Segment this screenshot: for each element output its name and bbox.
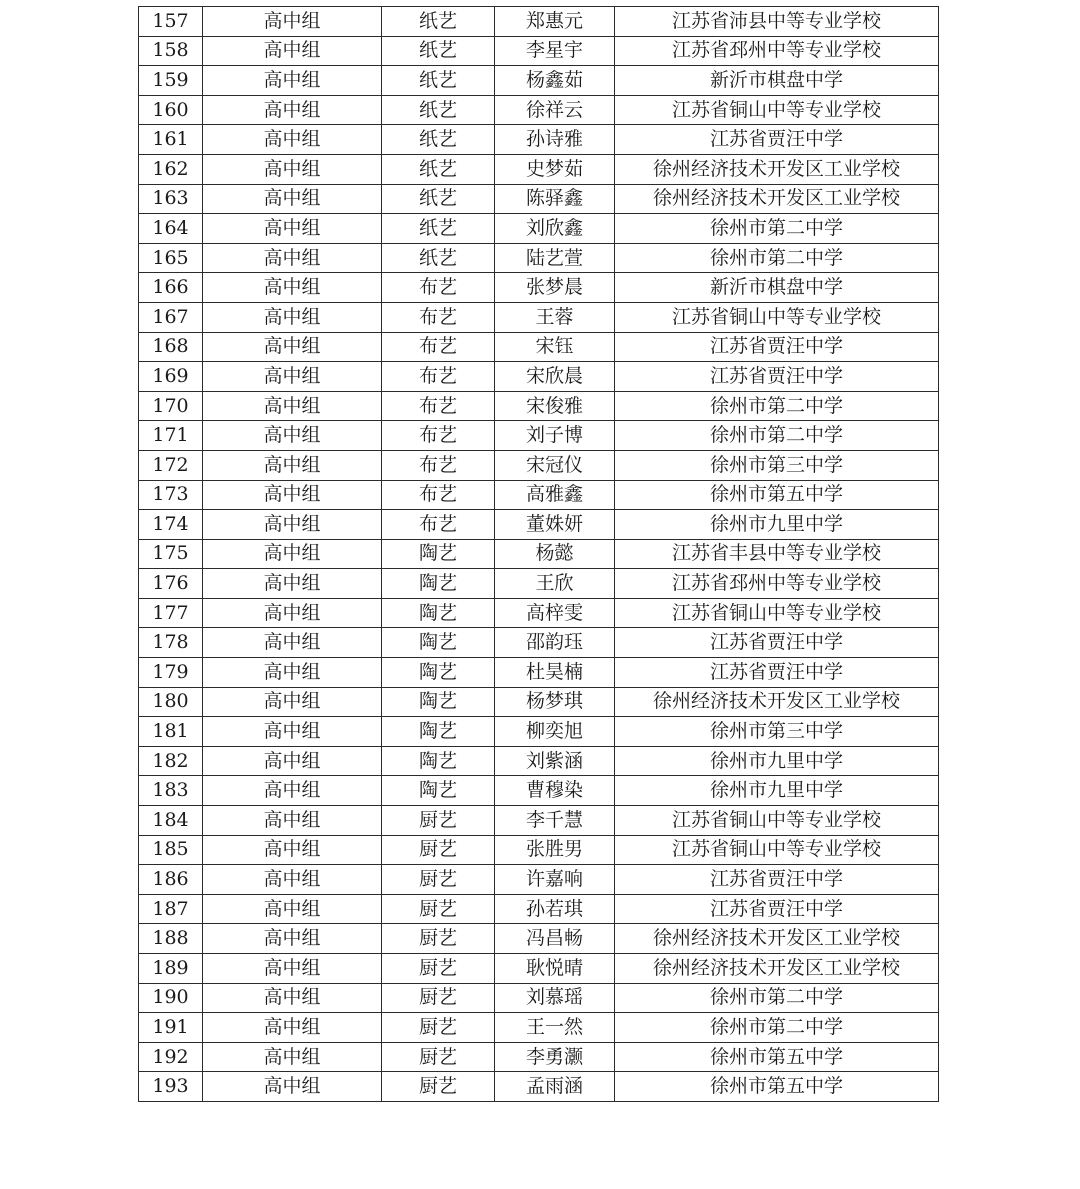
student-name-cell: 刘紫涵 <box>495 746 615 776</box>
table-row <box>139 1072 939 1102</box>
school-cell: 徐州市第三中学 <box>615 717 939 747</box>
group-cell: 高中组 <box>203 1013 382 1043</box>
table-row <box>139 598 939 628</box>
table-row <box>139 362 939 392</box>
school-cell: 江苏省贾汪中学 <box>615 894 939 924</box>
group-cell: 高中组 <box>203 7 382 37</box>
row-number-cell: 193 <box>139 1072 203 1102</box>
category-cell: 布艺 <box>382 391 495 421</box>
row-number-cell: 192 <box>139 1042 203 1072</box>
category-cell: 纸艺 <box>382 66 495 96</box>
row-number-cell: 166 <box>139 273 203 303</box>
student-name-cell: 徐祥云 <box>495 95 615 125</box>
row-number-cell: 163 <box>139 184 203 214</box>
row-number-cell: 183 <box>139 776 203 806</box>
group-cell: 高中组 <box>203 332 382 362</box>
school-cell: 徐州经济技术开发区工业学校 <box>615 184 939 214</box>
table-row <box>139 806 939 836</box>
category-cell: 纸艺 <box>382 154 495 184</box>
group-cell: 高中组 <box>203 717 382 747</box>
category-cell: 陶艺 <box>382 628 495 658</box>
category-cell: 纸艺 <box>382 243 495 273</box>
group-cell: 高中组 <box>203 36 382 66</box>
school-cell: 徐州经济技术开发区工业学校 <box>615 954 939 984</box>
table-row <box>139 273 939 303</box>
student-name-cell: 刘慕瑶 <box>495 983 615 1013</box>
row-number-cell: 170 <box>139 391 203 421</box>
school-cell: 江苏省贾汪中学 <box>615 865 939 895</box>
category-cell: 纸艺 <box>382 7 495 37</box>
student-name-cell: 宋俊雅 <box>495 391 615 421</box>
row-number-cell: 179 <box>139 658 203 688</box>
row-number-cell: 165 <box>139 243 203 273</box>
row-number-cell: 178 <box>139 628 203 658</box>
category-cell: 布艺 <box>382 302 495 332</box>
category-cell: 纸艺 <box>382 95 495 125</box>
table-row <box>139 1042 939 1072</box>
category-cell: 厨艺 <box>382 954 495 984</box>
row-number-cell: 171 <box>139 421 203 451</box>
category-cell: 厨艺 <box>382 835 495 865</box>
row-number-cell: 177 <box>139 598 203 628</box>
table-row <box>139 539 939 569</box>
group-cell: 高中组 <box>203 598 382 628</box>
group-cell: 高中组 <box>203 214 382 244</box>
student-name-cell: 杨梦琪 <box>495 687 615 717</box>
category-cell: 陶艺 <box>382 658 495 688</box>
school-cell: 江苏省铜山中等专业学校 <box>615 598 939 628</box>
student-name-cell: 冯昌畅 <box>495 924 615 954</box>
school-cell: 江苏省丰县中等专业学校 <box>615 539 939 569</box>
student-name-cell: 孙若琪 <box>495 894 615 924</box>
student-name-cell: 王欣 <box>495 569 615 599</box>
student-name-cell: 杨懿 <box>495 539 615 569</box>
group-cell: 高中组 <box>203 95 382 125</box>
student-name-cell: 耿悦晴 <box>495 954 615 984</box>
category-cell: 厨艺 <box>382 894 495 924</box>
table-row <box>139 983 939 1013</box>
table-row <box>139 835 939 865</box>
category-cell: 纸艺 <box>382 36 495 66</box>
group-cell: 高中组 <box>203 362 382 392</box>
category-cell: 陶艺 <box>382 539 495 569</box>
row-number-cell: 180 <box>139 687 203 717</box>
category-cell: 陶艺 <box>382 717 495 747</box>
row-number-cell: 188 <box>139 924 203 954</box>
student-name-cell: 宋冠仪 <box>495 450 615 480</box>
school-cell: 江苏省铜山中等专业学校 <box>615 835 939 865</box>
category-cell: 厨艺 <box>382 1072 495 1102</box>
table-row <box>139 36 939 66</box>
student-name-cell: 宋欣晨 <box>495 362 615 392</box>
group-cell: 高中组 <box>203 569 382 599</box>
school-cell: 新沂市棋盘中学 <box>615 273 939 303</box>
student-name-cell: 杜昊楠 <box>495 658 615 688</box>
school-cell: 徐州市九里中学 <box>615 510 939 540</box>
category-cell: 纸艺 <box>382 214 495 244</box>
row-number-cell: 191 <box>139 1013 203 1043</box>
student-name-cell: 孟雨涵 <box>495 1072 615 1102</box>
table-row <box>139 510 939 540</box>
group-cell: 高中组 <box>203 894 382 924</box>
category-cell: 布艺 <box>382 362 495 392</box>
school-cell: 徐州市九里中学 <box>615 746 939 776</box>
school-cell: 徐州市第五中学 <box>615 1072 939 1102</box>
student-name-cell: 邵韵珏 <box>495 628 615 658</box>
category-cell: 纸艺 <box>382 125 495 155</box>
row-number-cell: 190 <box>139 983 203 1013</box>
group-cell: 高中组 <box>203 273 382 303</box>
group-cell: 高中组 <box>203 450 382 480</box>
school-cell: 新沂市棋盘中学 <box>615 66 939 96</box>
group-cell: 高中组 <box>203 391 382 421</box>
school-cell: 江苏省贾汪中学 <box>615 332 939 362</box>
school-cell: 江苏省贾汪中学 <box>615 658 939 688</box>
group-cell: 高中组 <box>203 125 382 155</box>
group-cell: 高中组 <box>203 539 382 569</box>
student-name-cell: 孙诗雅 <box>495 125 615 155</box>
table-row <box>139 7 939 37</box>
group-cell: 高中组 <box>203 66 382 96</box>
school-cell: 江苏省邳州中等专业学校 <box>615 36 939 66</box>
school-cell: 江苏省贾汪中学 <box>615 125 939 155</box>
group-cell: 高中组 <box>203 480 382 510</box>
table-row <box>139 391 939 421</box>
student-name-cell: 李星宇 <box>495 36 615 66</box>
row-number-cell: 161 <box>139 125 203 155</box>
group-cell: 高中组 <box>203 983 382 1013</box>
row-number-cell: 169 <box>139 362 203 392</box>
school-cell: 徐州市第二中学 <box>615 214 939 244</box>
school-cell: 江苏省贾汪中学 <box>615 628 939 658</box>
category-cell: 陶艺 <box>382 569 495 599</box>
category-cell: 厨艺 <box>382 865 495 895</box>
table-row <box>139 125 939 155</box>
award-roster-table <box>138 6 939 1102</box>
school-cell: 徐州市第二中学 <box>615 391 939 421</box>
table-row <box>139 746 939 776</box>
document-page <box>138 6 938 1102</box>
row-number-cell: 184 <box>139 806 203 836</box>
table-row <box>139 894 939 924</box>
row-number-cell: 168 <box>139 332 203 362</box>
table-row <box>139 628 939 658</box>
row-number-cell: 158 <box>139 36 203 66</box>
school-cell: 江苏省铜山中等专业学校 <box>615 302 939 332</box>
table-row <box>139 569 939 599</box>
row-number-cell: 160 <box>139 95 203 125</box>
row-number-cell: 187 <box>139 894 203 924</box>
category-cell: 布艺 <box>382 510 495 540</box>
group-cell: 高中组 <box>203 628 382 658</box>
table-row <box>139 66 939 96</box>
school-cell: 徐州市第二中学 <box>615 421 939 451</box>
category-cell: 布艺 <box>382 450 495 480</box>
table-row <box>139 421 939 451</box>
group-cell: 高中组 <box>203 510 382 540</box>
row-number-cell: 174 <box>139 510 203 540</box>
school-cell: 江苏省贾汪中学 <box>615 362 939 392</box>
table-row <box>139 332 939 362</box>
student-name-cell: 李千慧 <box>495 806 615 836</box>
table-row <box>139 243 939 273</box>
student-name-cell: 王蓉 <box>495 302 615 332</box>
school-cell: 徐州市第三中学 <box>615 450 939 480</box>
school-cell: 江苏省铜山中等专业学校 <box>615 806 939 836</box>
category-cell: 布艺 <box>382 480 495 510</box>
student-name-cell: 董姝妍 <box>495 510 615 540</box>
category-cell: 厨艺 <box>382 1013 495 1043</box>
school-cell: 徐州市九里中学 <box>615 776 939 806</box>
student-name-cell: 郑惠元 <box>495 7 615 37</box>
student-name-cell: 高雅鑫 <box>495 480 615 510</box>
category-cell: 厨艺 <box>382 924 495 954</box>
group-cell: 高中组 <box>203 746 382 776</box>
school-cell: 徐州市第五中学 <box>615 480 939 510</box>
row-number-cell: 185 <box>139 835 203 865</box>
category-cell: 陶艺 <box>382 746 495 776</box>
student-name-cell: 李勇灏 <box>495 1042 615 1072</box>
row-number-cell: 162 <box>139 154 203 184</box>
category-cell: 布艺 <box>382 332 495 362</box>
table-row <box>139 954 939 984</box>
table-row <box>139 154 939 184</box>
row-number-cell: 176 <box>139 569 203 599</box>
table-row <box>139 302 939 332</box>
school-cell: 徐州经济技术开发区工业学校 <box>615 687 939 717</box>
school-cell: 徐州市第二中学 <box>615 243 939 273</box>
row-number-cell: 157 <box>139 7 203 37</box>
row-number-cell: 186 <box>139 865 203 895</box>
table-row <box>139 717 939 747</box>
row-number-cell: 159 <box>139 66 203 96</box>
row-number-cell: 172 <box>139 450 203 480</box>
table-row <box>139 924 939 954</box>
group-cell: 高中组 <box>203 154 382 184</box>
school-cell: 徐州经济技术开发区工业学校 <box>615 154 939 184</box>
school-cell: 徐州市第五中学 <box>615 1042 939 1072</box>
student-name-cell: 许嘉响 <box>495 865 615 895</box>
student-name-cell: 柳奕旭 <box>495 717 615 747</box>
table-row <box>139 480 939 510</box>
student-name-cell: 张梦晨 <box>495 273 615 303</box>
category-cell: 布艺 <box>382 273 495 303</box>
group-cell: 高中组 <box>203 806 382 836</box>
row-number-cell: 175 <box>139 539 203 569</box>
category-cell: 布艺 <box>382 421 495 451</box>
row-number-cell: 167 <box>139 302 203 332</box>
table-row <box>139 214 939 244</box>
category-cell: 陶艺 <box>382 598 495 628</box>
group-cell: 高中组 <box>203 1072 382 1102</box>
student-name-cell: 史梦茹 <box>495 154 615 184</box>
student-name-cell: 刘子博 <box>495 421 615 451</box>
row-number-cell: 182 <box>139 746 203 776</box>
school-cell: 徐州市第二中学 <box>615 983 939 1013</box>
school-cell: 江苏省沛县中等专业学校 <box>615 7 939 37</box>
group-cell: 高中组 <box>203 835 382 865</box>
category-cell: 陶艺 <box>382 776 495 806</box>
school-cell: 江苏省邳州中等专业学校 <box>615 569 939 599</box>
group-cell: 高中组 <box>203 302 382 332</box>
group-cell: 高中组 <box>203 243 382 273</box>
student-name-cell: 刘欣鑫 <box>495 214 615 244</box>
table-row <box>139 1013 939 1043</box>
table-row <box>139 658 939 688</box>
group-cell: 高中组 <box>203 658 382 688</box>
school-cell: 徐州市第二中学 <box>615 1013 939 1043</box>
table-row <box>139 865 939 895</box>
student-name-cell: 张胜男 <box>495 835 615 865</box>
group-cell: 高中组 <box>203 1042 382 1072</box>
table-row <box>139 95 939 125</box>
student-name-cell: 曹穆染 <box>495 776 615 806</box>
student-name-cell: 杨鑫茹 <box>495 66 615 96</box>
group-cell: 高中组 <box>203 924 382 954</box>
table-row <box>139 687 939 717</box>
category-cell: 厨艺 <box>382 1042 495 1072</box>
row-number-cell: 189 <box>139 954 203 984</box>
category-cell: 厨艺 <box>382 806 495 836</box>
page-bottom-margin <box>0 1180 1080 1189</box>
roster-table-body <box>139 7 939 1102</box>
table-row <box>139 776 939 806</box>
row-number-cell: 181 <box>139 717 203 747</box>
group-cell: 高中组 <box>203 865 382 895</box>
group-cell: 高中组 <box>203 776 382 806</box>
student-name-cell: 陆艺萱 <box>495 243 615 273</box>
category-cell: 陶艺 <box>382 687 495 717</box>
group-cell: 高中组 <box>203 954 382 984</box>
category-cell: 纸艺 <box>382 184 495 214</box>
table-row <box>139 184 939 214</box>
school-cell: 江苏省铜山中等专业学校 <box>615 95 939 125</box>
student-name-cell: 宋钰 <box>495 332 615 362</box>
student-name-cell: 王一然 <box>495 1013 615 1043</box>
student-name-cell: 陈驿鑫 <box>495 184 615 214</box>
row-number-cell: 173 <box>139 480 203 510</box>
row-number-cell: 164 <box>139 214 203 244</box>
school-cell: 徐州经济技术开发区工业学校 <box>615 924 939 954</box>
group-cell: 高中组 <box>203 421 382 451</box>
category-cell: 厨艺 <box>382 983 495 1013</box>
group-cell: 高中组 <box>203 687 382 717</box>
student-name-cell: 高梓雯 <box>495 598 615 628</box>
group-cell: 高中组 <box>203 184 382 214</box>
table-row <box>139 450 939 480</box>
